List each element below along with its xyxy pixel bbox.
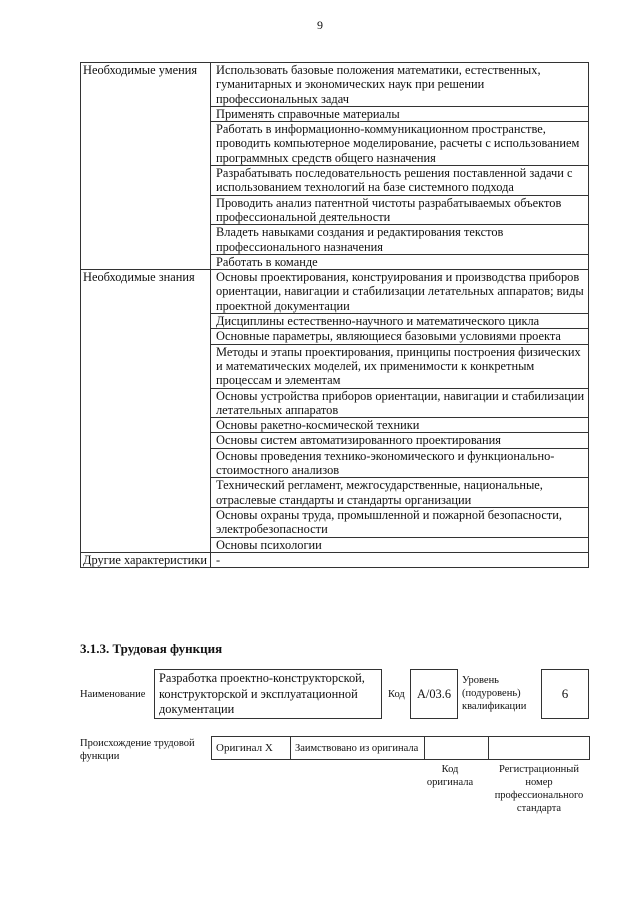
knowledge-item: Основные параметры, являющиеся базовыми условиями проекта: [211, 329, 589, 344]
skill-item: Проводить анализ патентной чистоты разрабатываемых объектов профессиональной деятельности: [211, 195, 589, 225]
knowledge-item: Технический регламент, межгосударственные, национальные, отраслевые стандарты и стандарты организации: [211, 478, 589, 508]
code-value-box: [410, 669, 458, 719]
skill-item: Работать в команде: [211, 254, 589, 269]
table-row: [81, 63, 589, 107]
level-label: Уровень (подуровень) квалификации: [462, 675, 527, 712]
knowledge-item: Дисциплины естественно-научного и математического цикла: [211, 314, 589, 329]
other-label: Другие характеристики: [81, 552, 211, 567]
level-value: 6: [561, 686, 569, 701]
code-label: Код: [388, 689, 405, 700]
table-row: [212, 737, 590, 760]
skill-item: Работать в информационно-коммуникационном пространстве, проводить компьютерное моделирование, расчеты с использованием программных средств общего назначения: [211, 122, 589, 166]
code-value: А/03.6: [416, 686, 452, 701]
name-value-box: Разработка проектно-конструкторской, конструкторской и эксплуатационной документации: [154, 669, 382, 719]
knowledge-item: Основы психологии: [211, 537, 589, 552]
skills-knowledge-table: [80, 62, 589, 568]
borrowed-cell: Заимствовано из оригинала: [291, 737, 425, 760]
level-value-box: [541, 669, 589, 719]
table-row: [81, 270, 589, 314]
knowledge-item: Основы проведения технико-экономического и функционально-стоимостного анализов: [211, 448, 589, 478]
skill-item: Применять справочные материалы: [211, 106, 589, 121]
skill-item: Использовать базовые положения математики, естественных, гуманитарных и экономических наук при решении профессиональных задач: [211, 63, 589, 107]
registration-number-cell: [489, 737, 590, 760]
page-number: 9: [317, 18, 323, 32]
skill-item: Владеть навыками создания и редактирования текстов профессионального назначения: [211, 225, 589, 255]
original-cell: Оригинал Х: [212, 737, 291, 760]
knowledge-item: Основы систем автоматизированного проектирования: [211, 433, 589, 448]
section-heading: 3.1.3. Трудовая функция: [80, 641, 223, 656]
table-row: [81, 552, 589, 567]
knowledge-item: Методы и этапы проектирования, принципы построения физических и математических моделей, их применимости к конкретным процессам и элементам: [211, 344, 589, 388]
skills-label: Необходимые умения: [81, 63, 211, 270]
knowledge-label: Необходимые знания: [81, 270, 211, 553]
skill-item: Разрабатывать последовательность решения поставленной задачи с использованием технологий на базе системного подхода: [211, 166, 589, 196]
knowledge-item: Основы ракетно-космической техники: [211, 418, 589, 433]
knowledge-item: Основы проектирования, конструирования и производства приборов ориентации, навигации и стабилизации летательных аппаратов; виды проектной документации: [211, 270, 589, 314]
knowledge-item: Основы охраны труда, промышленной и пожарной безопасности, электробезопасности: [211, 507, 589, 537]
origin-table: [211, 736, 590, 760]
original-code-caption: Код оригинала: [426, 764, 474, 788]
knowledge-item: Основы устройства приборов ориентации, навигации и стабилизации летательных аппаратов: [211, 388, 589, 418]
other-value: -: [211, 552, 589, 567]
registration-number-caption: Регистрационный номер профессионального стандарта: [494, 764, 584, 814]
original-code-cell: [425, 737, 489, 760]
origin-label: Происхождение трудовой функции: [80, 738, 195, 762]
name-label: Наименование: [80, 689, 146, 700]
